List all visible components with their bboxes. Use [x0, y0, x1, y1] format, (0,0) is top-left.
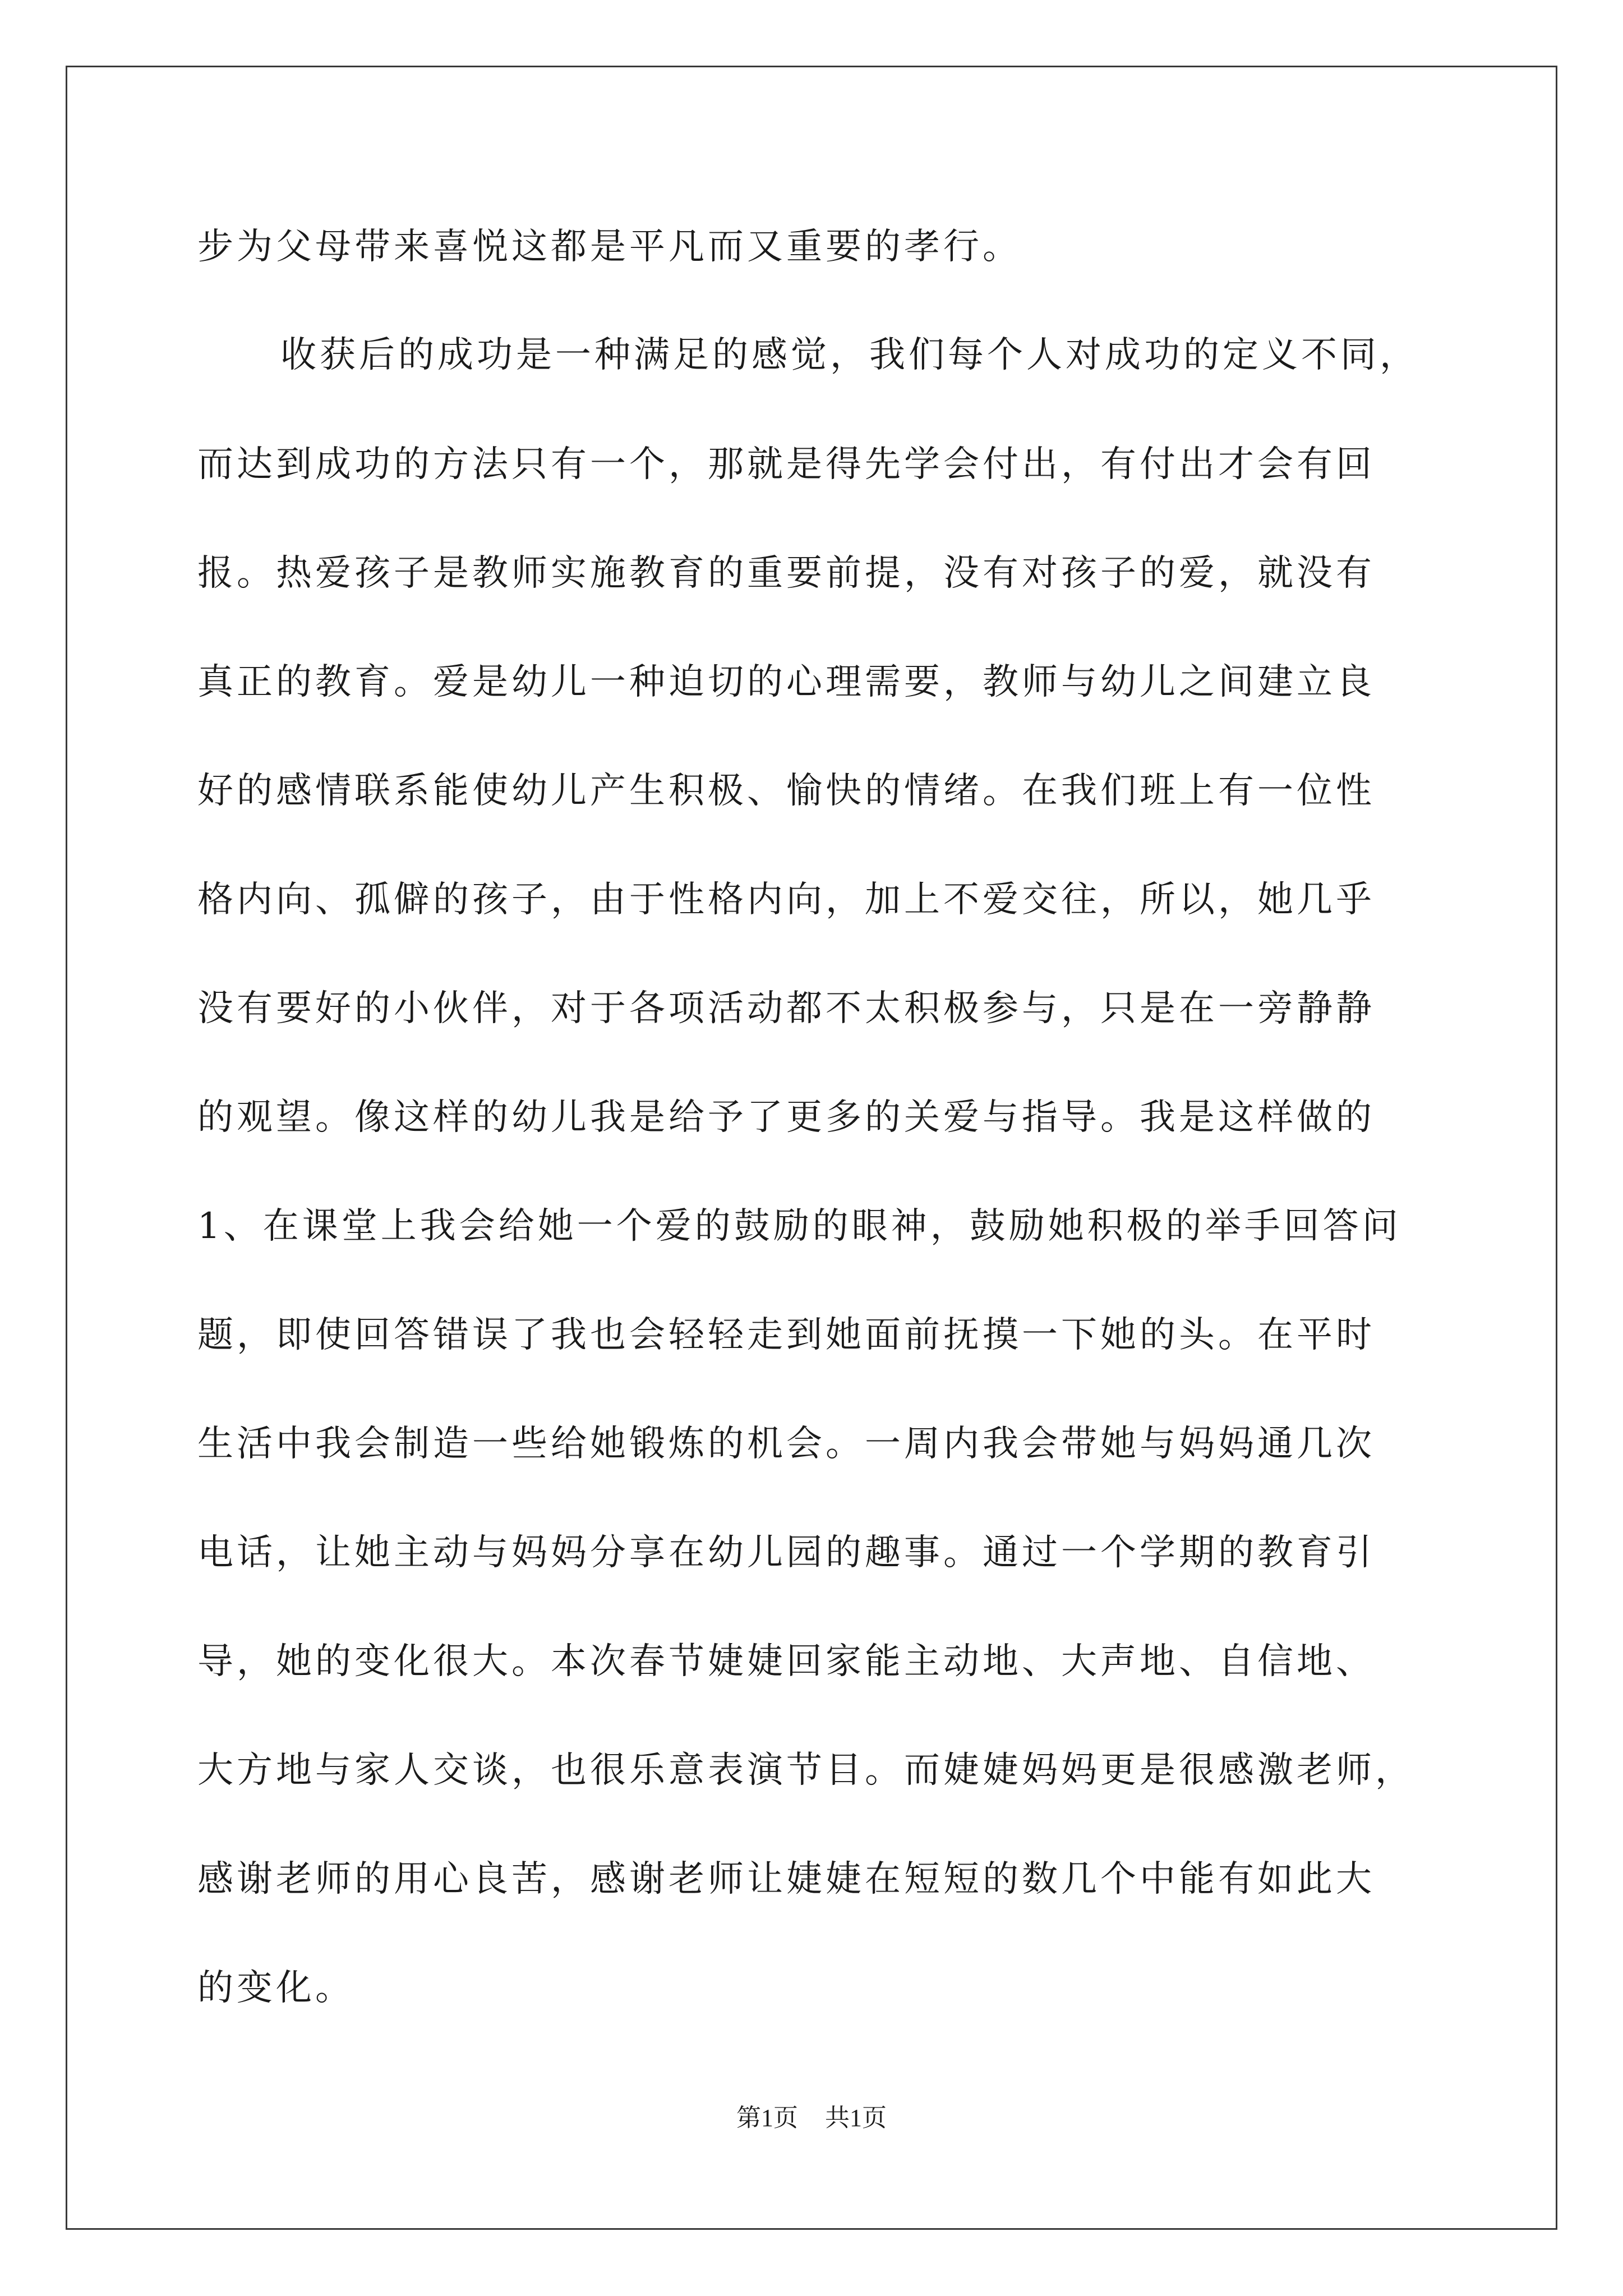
text-line: 好的感情联系能使幼儿产生积极、愉快的情绪。在我们班上有一位性	[197, 770, 1375, 812]
page-number: 第1页	[736, 2104, 798, 2132]
text-line: 导，她的变化很大。本次春节婕婕回家能主动地、大声地、自信地、	[197, 1641, 1375, 1682]
text-line: 感谢老师的用心良苦，感谢老师让婕婕在短短的数几个中能有如此大	[197, 1858, 1375, 1900]
text-line: 的变化。	[197, 1967, 354, 2009]
page-total: 共1页	[825, 2104, 887, 2132]
text-line: 大方地与家人交谈，也很乐意表演节目。而婕婕妈妈更是很感激老师，	[197, 1750, 1414, 1791]
text-line: 步为父母带来喜悦这都是平凡而又重要的孝行。	[197, 226, 1022, 268]
text-line: 的观望。像这样的幼儿我是给予了更多的关爱与指导。我是这样做的	[197, 1097, 1375, 1138]
text-line: 收获后的成功是一种满足的感觉，我们每个人对成功的定义不同，	[280, 334, 1419, 376]
page-footer	[0, 2101, 1623, 2135]
text-line: 没有要好的小伙伴，对于各项活动都不太积极参与，只是在一旁静静	[197, 988, 1375, 1029]
text-line: 报。热爱孩子是教师实施教育的重要前提，没有对孩子的爱，就没有	[197, 553, 1375, 594]
text-line: 格内向、孤僻的孩子，由于性格内向，加上不爱交往，所以，她几乎	[197, 879, 1375, 921]
text-line: 真正的教育。爱是幼儿一种迫切的心理需要，教师与幼儿之间建立良	[197, 661, 1375, 703]
text-line: 而达到成功的方法只有一个，那就是得先学会付出，有付出才会有回	[197, 444, 1375, 485]
text-line: 题，即使回答错误了我也会轻轻走到她面前抚摸一下她的头。在平时	[197, 1314, 1375, 1356]
text-line: 电话，让她主动与妈妈分享在幼儿园的趣事。通过一个学期的教育引	[197, 1532, 1375, 1573]
text-line: 生活中我会制造一些给她锻炼的机会。一周内我会带她与妈妈通几次	[197, 1423, 1375, 1465]
page-border	[66, 66, 1557, 2230]
text-line: 1、在课堂上我会给她一个爱的鼓励的眼神，鼓励她积极的举手回答问	[197, 1205, 1401, 1247]
